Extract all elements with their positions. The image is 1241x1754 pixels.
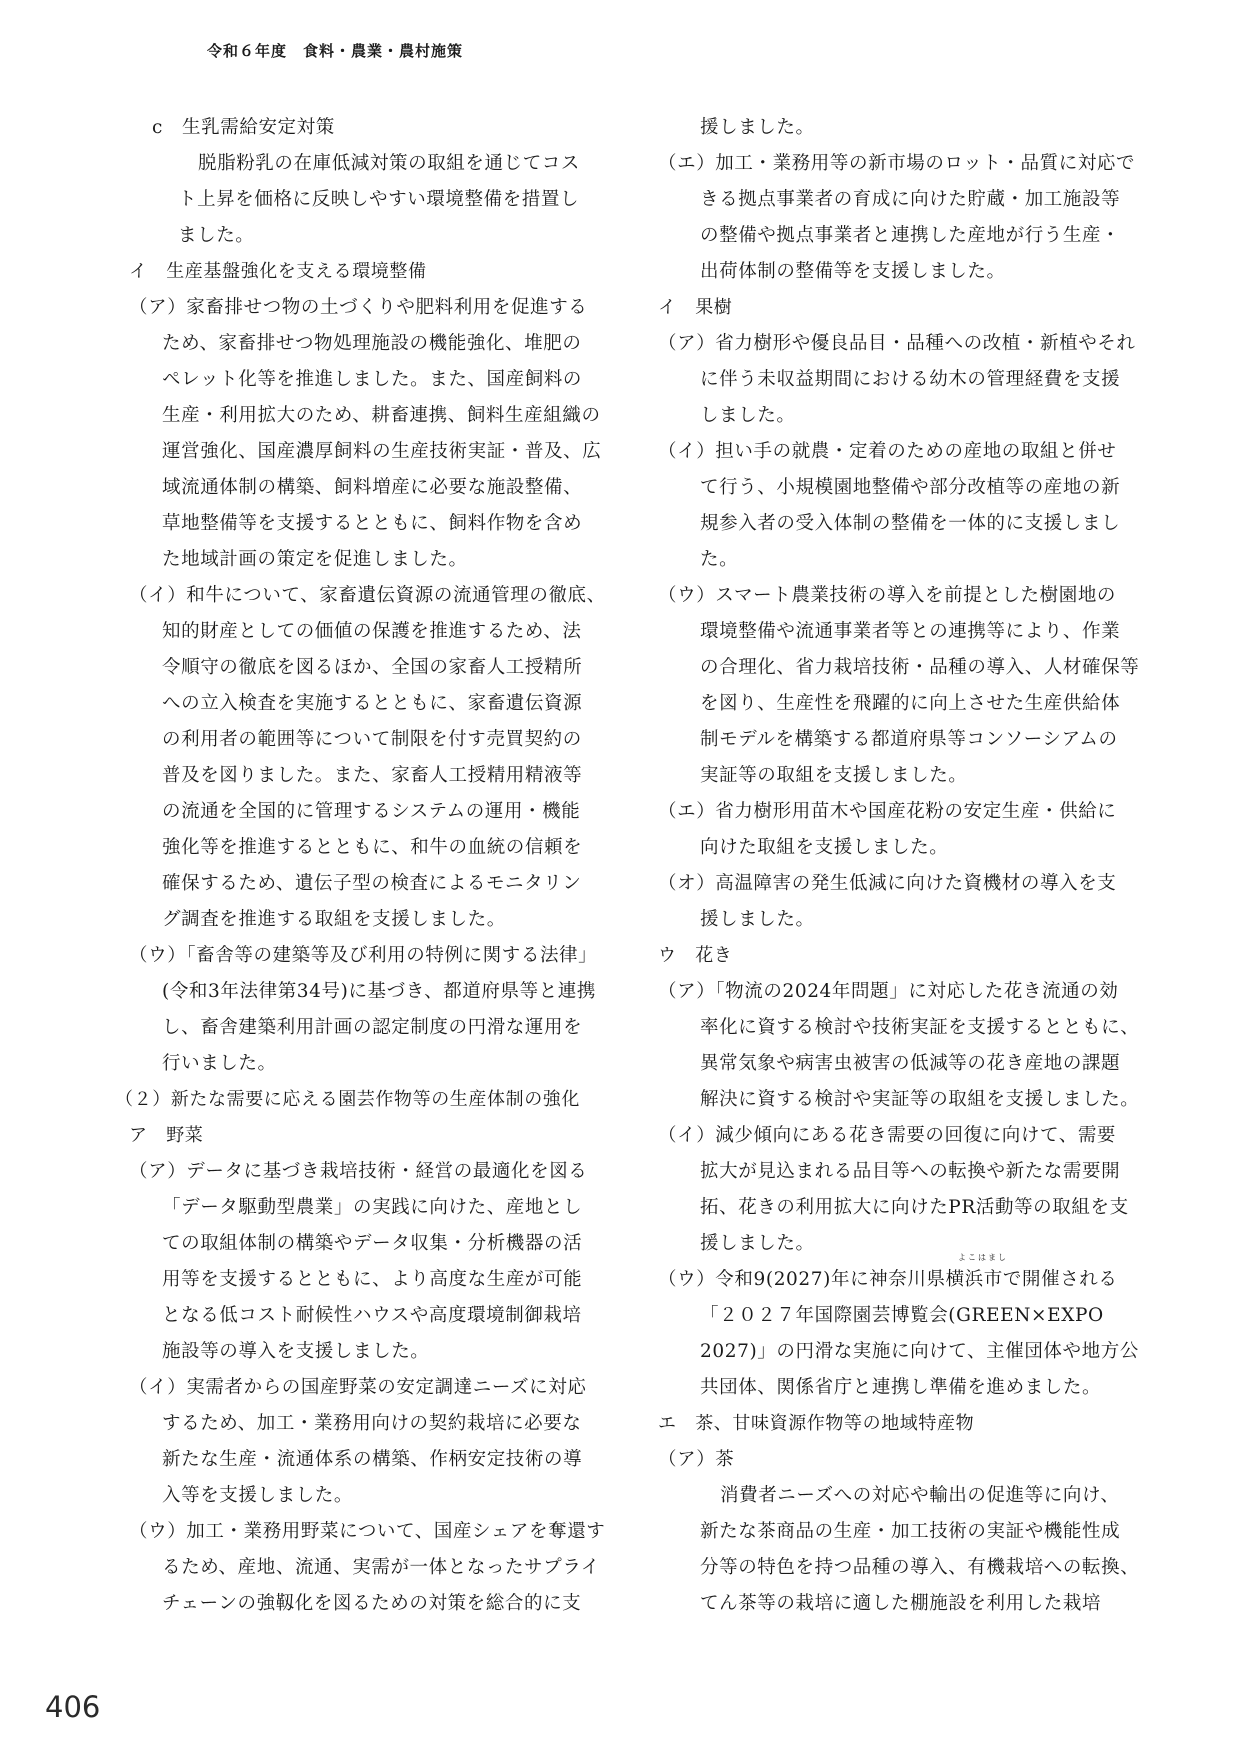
text-line: 脱脂粉乳の在庫低減対策の取組を通じてコス xyxy=(198,153,581,174)
text-line: （ア）「物流の2024年問題」に対応した花き流通の効 xyxy=(658,981,1119,1002)
text-line: 域流通体制の構築、飼料増産に必要な施設整備、 xyxy=(162,477,583,498)
text-line: （エ）加工・業務用等の新市場のロット・品質に対応で xyxy=(658,153,1136,174)
text-line: （エ）省力樹形用苗木や国産花粉の安定生産・供給に xyxy=(658,801,1117,822)
text-line: 新たな生産・流通体系の構築、作柄安定技術の導 xyxy=(162,1449,583,1470)
text-line: ました。 xyxy=(178,225,255,246)
text-line: （ウ）スマート農業技術の導入を前提とした樹園地の xyxy=(658,585,1117,606)
text-line: 拡大が見込まれる品目等への転換や新たな需要開 xyxy=(700,1161,1121,1182)
text-line: 解決に資する検討や実証等の取組を支援しました。 xyxy=(700,1089,1140,1110)
text-line: た地域計画の策定を促進しました。 xyxy=(162,549,468,570)
text-line: c 生乳需給安定対策 xyxy=(152,117,335,138)
text-line: 分等の特色を持つ品種の導入、有機栽培への転換、 xyxy=(700,1557,1140,1578)
page-number: 406 xyxy=(45,1690,101,1724)
text-line: への立入検査を実施するとともに、家畜遺伝資源 xyxy=(162,693,583,714)
text-line: 知的財産としての価値の保護を推進するため、法 xyxy=(162,621,582,642)
section-heading: イ 果樹 xyxy=(658,297,733,318)
text-line: の合理化、省力栽培技術・品種の導入、人材確保等 xyxy=(700,657,1140,678)
text-line: 新たな茶商品の生産・加工技術の実証や機能性成 xyxy=(700,1521,1121,1542)
text-line: に伴う未収益期間における幼木の管理経費を支援 xyxy=(700,369,1121,390)
text-line: （イ）和牛について、家畜遺伝資源の流通管理の徹底、 xyxy=(129,585,606,606)
text-line: するため、加工・業務用向けの契約栽培に必要な xyxy=(162,1413,582,1434)
section-heading: ア 野菜 xyxy=(129,1125,204,1146)
text-line: （ウ）加工・業務用野菜について、国産シェアを奪還す xyxy=(129,1521,606,1542)
text-line: （オ）高温障害の発生低減に向けた資機材の導入を支 xyxy=(658,873,1117,894)
text-line: ての取組体制の構築やデータ収集・分析機器の活 xyxy=(162,1233,583,1254)
text-line: チェーンの強靱化を図るための対策を総合的に支 xyxy=(162,1593,582,1614)
text-line: きる拠点事業者の育成に向けた貯蔵・加工施設等 xyxy=(700,189,1121,210)
text-line: 消費者ニーズへの対応や輸出の促進等に向け、 xyxy=(720,1485,1120,1506)
text-line: （ウ）令和9(2027)年に神奈川県横浜市で開催される xyxy=(658,1269,1118,1290)
text-line: 運営強化、国産濃厚飼料の生産技術実証・普及、広 xyxy=(162,441,602,462)
text-line: て行う、小規模園地整備や部分改植等の産地の新 xyxy=(700,477,1121,498)
text-line: 2027)」の円滑な実施に向けて、主催団体や地方公 xyxy=(700,1341,1139,1362)
text-line: 援しました。 xyxy=(700,909,815,930)
text-line: し、畜舎建築利用計画の認定制度の円滑な運用を xyxy=(162,1017,583,1038)
page-header: 令和６年度 食料・農業・農村施策 xyxy=(207,42,464,60)
text-line: （ア）茶 xyxy=(658,1449,735,1470)
text-line: 普及を図りました。また、家畜人工授精用精液等 xyxy=(162,765,583,786)
text-line: 率化に資する検討や技術実証を支援するとともに、 xyxy=(700,1017,1140,1038)
text-line: 入等を支援しました。 xyxy=(162,1485,354,1506)
text-line: 向けた取組を支援しました。 xyxy=(700,837,949,858)
text-line: となる低コスト耐候性ハウスや高度環境制御栽培 xyxy=(162,1305,582,1326)
text-line: 施設等の導入を支援しました。 xyxy=(162,1341,430,1362)
text-line: （ア）家畜排せつ物の土づくりや肥料利用を促進する xyxy=(129,297,588,318)
text-line: ト上昇を価格に反映しやすい環境整備を措置し xyxy=(178,189,580,210)
text-line: 実証等の取組を支援しました。 xyxy=(700,765,968,786)
text-line: （ア）省力樹形や優良品目・品種への改植・新植やそれ xyxy=(658,333,1136,354)
text-line: 異常気象や病害虫被害の低減等の花き産地の課題 xyxy=(700,1053,1121,1074)
section-heading: （２）新たな需要に応える園芸作物等の生産体制の強化 xyxy=(115,1089,580,1110)
ruby-annotation: よこはまし xyxy=(958,1253,1008,1262)
text-line: 生産・利用拡大のため、耕畜連携、飼料生産組織の xyxy=(162,405,601,426)
text-line: (令和3年法律第34号)に基づき、都道府県等と連携 xyxy=(162,981,597,1002)
text-line: 環境整備や流通事業者等との連携等により、作業 xyxy=(700,621,1121,642)
text-line: 共団体、関係省庁と連携し準備を進めました。 xyxy=(700,1377,1102,1398)
text-line: るため、産地、流通、実需が一体となったサプライ xyxy=(162,1557,601,1578)
text-line: 確保するため、遺伝子型の検査によるモニタリン xyxy=(162,873,582,894)
text-line: グ調査を推進する取組を支援しました。 xyxy=(162,909,506,930)
text-line: てん茶等の栽培に適した棚施設を利用した栽培 xyxy=(700,1593,1102,1614)
text-line: （イ）減少傾向にある花き需要の回復に向けて、需要 xyxy=(658,1125,1117,1146)
text-line: た。 xyxy=(700,549,739,570)
text-line: の利用者の範囲等について制限を付す売買契約の xyxy=(162,729,582,750)
text-line: 「２０２７年国際園芸博覧会(GREEN×EXPO xyxy=(700,1305,1104,1326)
text-line: 出荷体制の整備等を支援しました。 xyxy=(700,261,1006,282)
text-line: の整備や拠点事業者と連携した産地が行う生産・ xyxy=(700,225,1121,246)
text-line: 行いました。 xyxy=(162,1053,277,1074)
text-line: 強化等を推進するとともに、和牛の血統の信頼を xyxy=(162,837,583,858)
section-heading: イ 生産基盤強化を支える環境整備 xyxy=(129,261,427,282)
text-line: 規参入者の受入体制の整備を一体的に支援しまし xyxy=(700,513,1121,534)
section-heading: エ 茶、甘味資源作物等の地域特産物 xyxy=(658,1413,975,1434)
text-line: 援しました。 xyxy=(700,1233,815,1254)
text-line: を図り、生産性を飛躍的に向上させた生産供給体 xyxy=(700,693,1121,714)
section-heading: ウ 花き xyxy=(658,945,733,966)
text-line: 令順守の徹底を図るほか、全国の家畜人工授精所 xyxy=(162,657,583,678)
text-line: （ウ）「畜舎等の建築等及び利用の特例に関する法律」 xyxy=(129,945,598,966)
text-line: 援しました。 xyxy=(700,117,815,138)
text-line: ため、家畜排せつ物処理施設の機能強化、堆肥の xyxy=(162,333,582,354)
text-line: （ア）データに基づき栽培技術・経営の最適化を図る xyxy=(129,1161,588,1182)
text-line: 制モデルを構築する都道府県等コンソーシアムの xyxy=(700,729,1118,750)
text-line: 拓、花きの利用拡大に向けたPR活動等の取組を支 xyxy=(700,1197,1129,1218)
text-line: （イ）実需者からの国産野菜の安定調達ニーズに対応 xyxy=(129,1377,587,1398)
text-line: 「データ駆動型農業」の実践に向けた、産地とし xyxy=(162,1197,583,1218)
text-line: 草地整備等を支援するとともに、飼料作物を含め xyxy=(162,513,583,534)
text-line: しました。 xyxy=(700,405,796,426)
text-line: （イ）担い手の就農・定着のための産地の取組と併せ xyxy=(658,441,1117,462)
text-line: 用等を支援するとともに、より高度な生産が可能 xyxy=(162,1269,583,1290)
text-line: ペレット化等を推進しました。また、国産飼料の xyxy=(162,369,583,390)
text-line: の流通を全国的に管理するシステムの運用・機能 xyxy=(162,801,581,822)
